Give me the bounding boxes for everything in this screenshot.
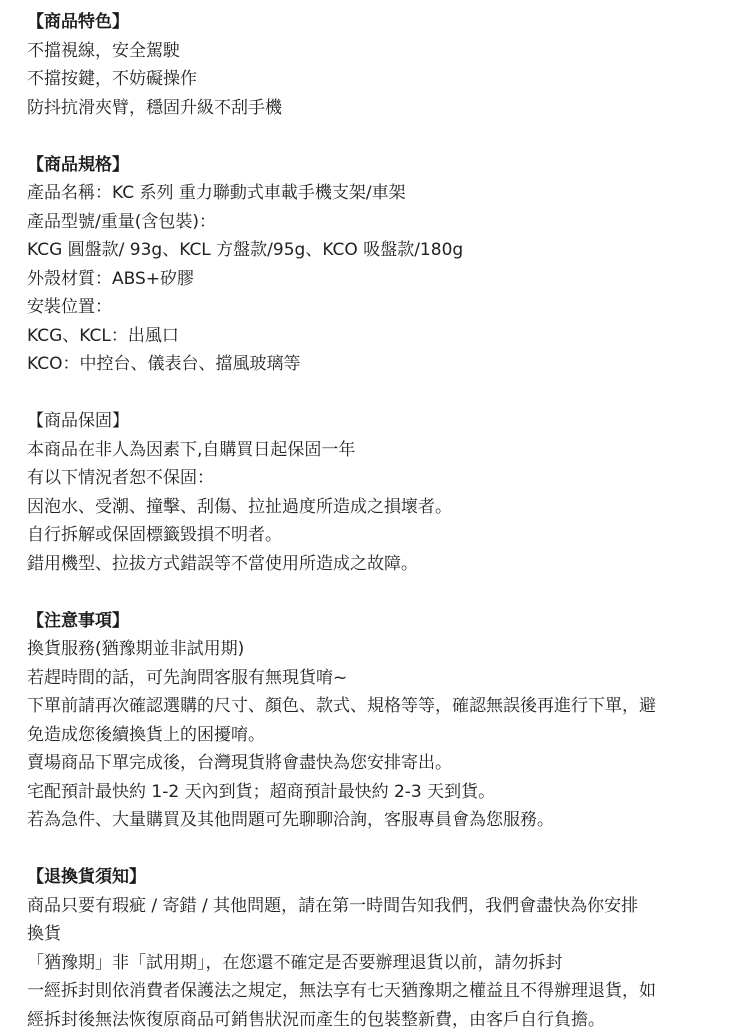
section-spacer <box>27 578 726 607</box>
text-line: 一經拆封則依消費者保護法之規定，無法享有七天猶豫期之權益且不得辦理退貨，如 <box>27 981 656 1001</box>
text-line: 產品名稱：KC 系列 重力聯動式車載手機支架/車架 <box>27 183 406 203</box>
section-heading: 【注意事項】 <box>27 610 129 631</box>
section-heading: 【商品特色】 <box>27 12 129 32</box>
section-heading: 【商品保固】 <box>27 411 129 431</box>
text-line: 免造成您後續換貨上的困擾唷。 <box>27 724 265 745</box>
section-spacer <box>27 122 726 151</box>
text-line: 不擋視線，安全駕駛 <box>27 40 180 61</box>
text-line: 有以下情況者恕不保固： <box>27 468 214 488</box>
text-line: 錯用機型、拉拔方式錯誤等不當使用所造成之故障。 <box>27 553 418 574</box>
text-line: 若為急件、大量購買及其他問題可先聊聊洽詢，客服專員會為您服務。 <box>27 810 554 830</box>
text-line: 若趕時間的話，可先詢問客服有無現貨唷~ <box>27 667 348 688</box>
text-line: 本商品在非人為因素下,自購買日起保固一年 <box>27 439 356 460</box>
section-heading: 【退換貨須知】 <box>27 867 146 887</box>
text-line: 產品型號/重量(含包裝)： <box>27 211 216 232</box>
section-specs <box>27 151 726 379</box>
text-line: 商品只要有瑕疵 / 寄錯 / 其他問題，請在第一時間告知我們，我們會盡快為你安排 <box>27 895 639 916</box>
section-warranty <box>27 407 726 578</box>
text-line: 換貨服務(猶豫期並非試用期) <box>27 639 245 659</box>
text-line: 外殼材質：ABS+矽膠 <box>27 268 195 289</box>
text-line: 「猶豫期」非「試用期」，在您還不確定是否要辦理退貨以前，請勿拆封 <box>27 952 563 973</box>
text-line: 自行拆解或保固標籤毀損不明者。 <box>27 525 282 545</box>
text-line: KCG 圓盤款/ 93g、KCL 方盤款/95g、KCO 吸盤款/180g <box>27 240 464 260</box>
text-line: 下單前請再次確認選購的尺寸、顏色、款式、規格等等，確認無誤後再進行下單，避 <box>27 696 656 716</box>
section-returns <box>27 863 726 1034</box>
section-notes <box>27 607 726 835</box>
text-line: 宅配預計最快約 1-2 天內到貨；超商預計最快約 2-3 天到貨。 <box>27 781 496 802</box>
text-line: 換貨 <box>27 924 61 944</box>
text-line: 因泡水、受潮、撞擊、刮傷、拉扯過度所造成之損壞者。 <box>27 496 452 517</box>
text-line: KCO：中控台、儀表台、擋風玻璃等 <box>27 354 301 374</box>
text-line: 防抖抗滑夾臂，穩固升級不刮手機 <box>27 97 282 118</box>
text-line: 經拆封後無法恢復原商品可銷售狀況而產生的包裝整新費，由客戶自行負擔。 <box>27 1009 605 1030</box>
section-heading: 【商品規格】 <box>27 154 129 175</box>
text-line: 賣場商品下單完成後，台灣現貨將會盡快為您安排寄出。 <box>27 753 452 773</box>
text-line: 不擋按鍵，不妨礙操作 <box>27 69 197 89</box>
section-features <box>27 8 726 122</box>
section-spacer <box>27 379 726 408</box>
text-line: 安裝位置： <box>27 297 112 317</box>
text-line: KCG、KCL：出風口 <box>27 325 179 346</box>
section-spacer <box>27 835 726 864</box>
